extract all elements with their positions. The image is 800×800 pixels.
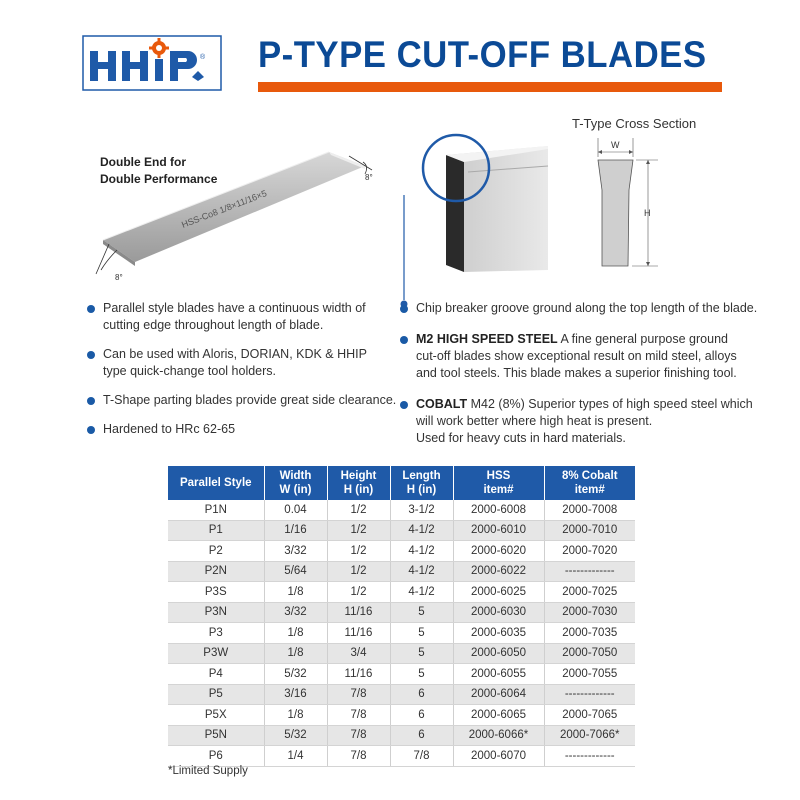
table-row (168, 623, 635, 644)
m2-text: A fine general purpose ground (557, 332, 728, 346)
table-row (168, 500, 635, 520)
list-item-line: Hardened to HRc 62-65 (103, 422, 236, 436)
table-cell: 6 (390, 684, 453, 705)
table-cell: 1/8 (264, 582, 327, 603)
table-cell: 5 (390, 602, 453, 623)
table-row (168, 643, 635, 664)
table-cell: 7/8 (327, 746, 390, 767)
table-cell: 2000-7050 (544, 643, 635, 664)
list-item (87, 346, 396, 380)
table-cell: 5/64 (264, 561, 327, 582)
table-cell: 2000-6050 (453, 643, 544, 664)
column-header (264, 466, 327, 500)
column-header-line: H (in) (343, 484, 374, 496)
column-header-line: item# (483, 484, 514, 496)
table-cell: 6 (390, 725, 453, 746)
table-cell: 2000-7020 (544, 541, 635, 562)
column-header-line: 8% Cobalt (561, 470, 618, 482)
list-item (87, 300, 396, 334)
table-cell: 11/16 (327, 664, 390, 685)
table-cell: 2000-6066* (453, 725, 544, 746)
column-header (390, 466, 453, 500)
table-cell: 1/4 (264, 746, 327, 767)
table-body (168, 500, 635, 766)
double-end-caption (100, 154, 217, 188)
table-row (168, 582, 635, 603)
list-item-line (416, 396, 757, 413)
table-cell: P6 (168, 746, 264, 767)
table-cell: 1/2 (327, 582, 390, 603)
column-header (453, 466, 544, 500)
table-cell: 5 (390, 623, 453, 644)
list-item-line: cutting edge throughout length of blade. (103, 318, 324, 332)
list-item-line: cut-off blades show exceptional result on mild steel, alloys (416, 349, 737, 363)
table-cell: 4-1/2 (390, 541, 453, 562)
angle-top-label: 8° (365, 173, 373, 182)
table-cell: 1/2 (327, 500, 390, 520)
column-header-line: item# (574, 484, 605, 496)
table-cell: 2000-6070 (453, 746, 544, 767)
table-cell: P1 (168, 520, 264, 541)
table-cell: 2000-7008 (544, 500, 635, 520)
table-cell: 2000-6020 (453, 541, 544, 562)
feature-list-left (87, 300, 396, 450)
list-item-line: Chip breaker groove ground along the top length of the blade. (416, 301, 758, 315)
column-header-line: Height (340, 470, 377, 482)
list-item (87, 421, 396, 438)
page-title: P-TYPE CUT-OFF BLADES (258, 34, 707, 75)
table-cell: 5 (390, 664, 453, 685)
specifications-table (168, 466, 635, 767)
table-cell: 1/2 (327, 561, 390, 582)
table-cell: 3/16 (264, 684, 327, 705)
double-end-caption-line1: Double End for (100, 155, 186, 169)
table-cell: P5N (168, 725, 264, 746)
table-cell: 2000-6055 (453, 664, 544, 685)
table-cell: ------------- (544, 561, 635, 582)
list-item (400, 331, 757, 382)
list-item (87, 392, 396, 409)
table-cell: 2000-6010 (453, 520, 544, 541)
list-item-line: and tool steels. This blade makes a superior finishing tool. (416, 366, 737, 380)
registered-mark: ® (200, 54, 206, 61)
double-end-caption-line2: Double Performance (100, 172, 218, 186)
table-cell: 1/2 (327, 541, 390, 562)
table-cell: 2000-6035 (453, 623, 544, 644)
table-cell: 0.04 (264, 500, 327, 520)
column-header-line: Length (402, 470, 441, 482)
table-cell: 4-1/2 (390, 582, 453, 603)
table-row (168, 602, 635, 623)
table-cell: P2N (168, 561, 264, 582)
table-cell: ------------- (544, 746, 635, 767)
m2-heading: M2 HIGH SPEED STEEL (416, 332, 558, 346)
table-cell: 1/8 (264, 623, 327, 644)
list-item-line (416, 331, 757, 348)
table-cell: P3S (168, 582, 264, 603)
table-header (168, 466, 635, 500)
table-cell: 3-1/2 (390, 500, 453, 520)
height-label: H (644, 208, 651, 218)
table-cell: 1/8 (264, 643, 327, 664)
table-cell: 2000-7035 (544, 623, 635, 644)
table-row (168, 520, 635, 541)
table-cell: 1/2 (327, 520, 390, 541)
table-cell: 2000-7066* (544, 725, 635, 746)
angle-bottom-label: 8° (115, 273, 123, 282)
list-item (400, 300, 757, 317)
table-cell: 2000-7055 (544, 664, 635, 685)
table-cell: 7/8 (390, 746, 453, 767)
table-cell: 3/32 (264, 602, 327, 623)
table-cell: 2000-7030 (544, 602, 635, 623)
table-cell: 5/32 (264, 664, 327, 685)
cross-section-caption: T-Type Cross Section (572, 116, 697, 131)
table-cell: 3/32 (264, 541, 327, 562)
table-cell: 6 (390, 705, 453, 726)
table-cell: 1/8 (264, 705, 327, 726)
width-label: W (611, 140, 620, 150)
table-cell: 2000-6022 (453, 561, 544, 582)
table-cell: 2000-7010 (544, 520, 635, 541)
table-cell: 4-1/2 (390, 520, 453, 541)
list-item-line: will work better where high heat is present. (416, 414, 653, 428)
table-cell: 7/8 (327, 684, 390, 705)
table-cell: P4 (168, 664, 264, 685)
column-header (327, 466, 390, 500)
table-cell: P5 (168, 684, 264, 705)
table-cell: 11/16 (327, 623, 390, 644)
table-cell: P2 (168, 541, 264, 562)
list-item-line: Parallel style blades have a continuous width of (103, 301, 366, 315)
table-row (168, 725, 635, 746)
list-item-line: Used for heavy cuts in hard materials. (416, 431, 626, 445)
table-cell: 2000-7025 (544, 582, 635, 603)
column-header-line: W (in) (279, 484, 312, 496)
table-cell: P3 (168, 623, 264, 644)
feature-list-right (400, 300, 757, 461)
table-row (168, 664, 635, 685)
table-cell: 4-1/2 (390, 561, 453, 582)
table-cell: 2000-6008 (453, 500, 544, 520)
table-cell: 2000-7065 (544, 705, 635, 726)
column-header-line: HSS (486, 470, 511, 482)
table-cell: ------------- (544, 684, 635, 705)
table-cell: 5/32 (264, 725, 327, 746)
table-cell: 3/4 (327, 643, 390, 664)
table-row (168, 684, 635, 705)
table-row (168, 705, 635, 726)
t-type-cross-section-diagram (588, 130, 668, 275)
column-header (544, 466, 635, 500)
table-cell: P3W (168, 643, 264, 664)
column-header-line: Parallel Style (179, 477, 252, 489)
table-row (168, 541, 635, 562)
title-underline (258, 82, 722, 92)
table-cell: 7/8 (327, 725, 390, 746)
list-item-line: type quick-change tool holders. (103, 364, 277, 378)
table-cell: 2000-6025 (453, 582, 544, 603)
table-row (168, 561, 635, 582)
table-cell: 1/16 (264, 520, 327, 541)
list-item-line: T-Shape parting blades provide great side clearance. (103, 393, 397, 407)
table-cell: 11/16 (327, 602, 390, 623)
table-header-row (168, 466, 635, 500)
list-item (400, 396, 757, 447)
column-header-line: H (in) (406, 484, 437, 496)
table-cell: 2000-6064 (453, 684, 544, 705)
cobalt-text: M42 (8%) Superior types of high speed steel which (467, 397, 753, 411)
footnote: *Limited Supply (168, 765, 248, 777)
column-header (168, 466, 264, 500)
table-row (168, 746, 635, 767)
list-item-line: Can be used with Aloris, DORIAN, KDK & HHIP (103, 347, 367, 361)
table-cell: P5X (168, 705, 264, 726)
table-cell: 2000-6030 (453, 602, 544, 623)
table-cell: 7/8 (327, 705, 390, 726)
table-cell: 5 (390, 643, 453, 664)
table-cell: 2000-6065 (453, 705, 544, 726)
column-header-line: Width (279, 470, 312, 482)
blade-marking: HSS-Co8 1/8×11/16×5 (180, 188, 269, 230)
cobalt-heading: COBALT (416, 397, 468, 411)
table-cell: P3N (168, 602, 264, 623)
hhip-logo (82, 35, 222, 91)
table-cell: P1N (168, 500, 264, 520)
